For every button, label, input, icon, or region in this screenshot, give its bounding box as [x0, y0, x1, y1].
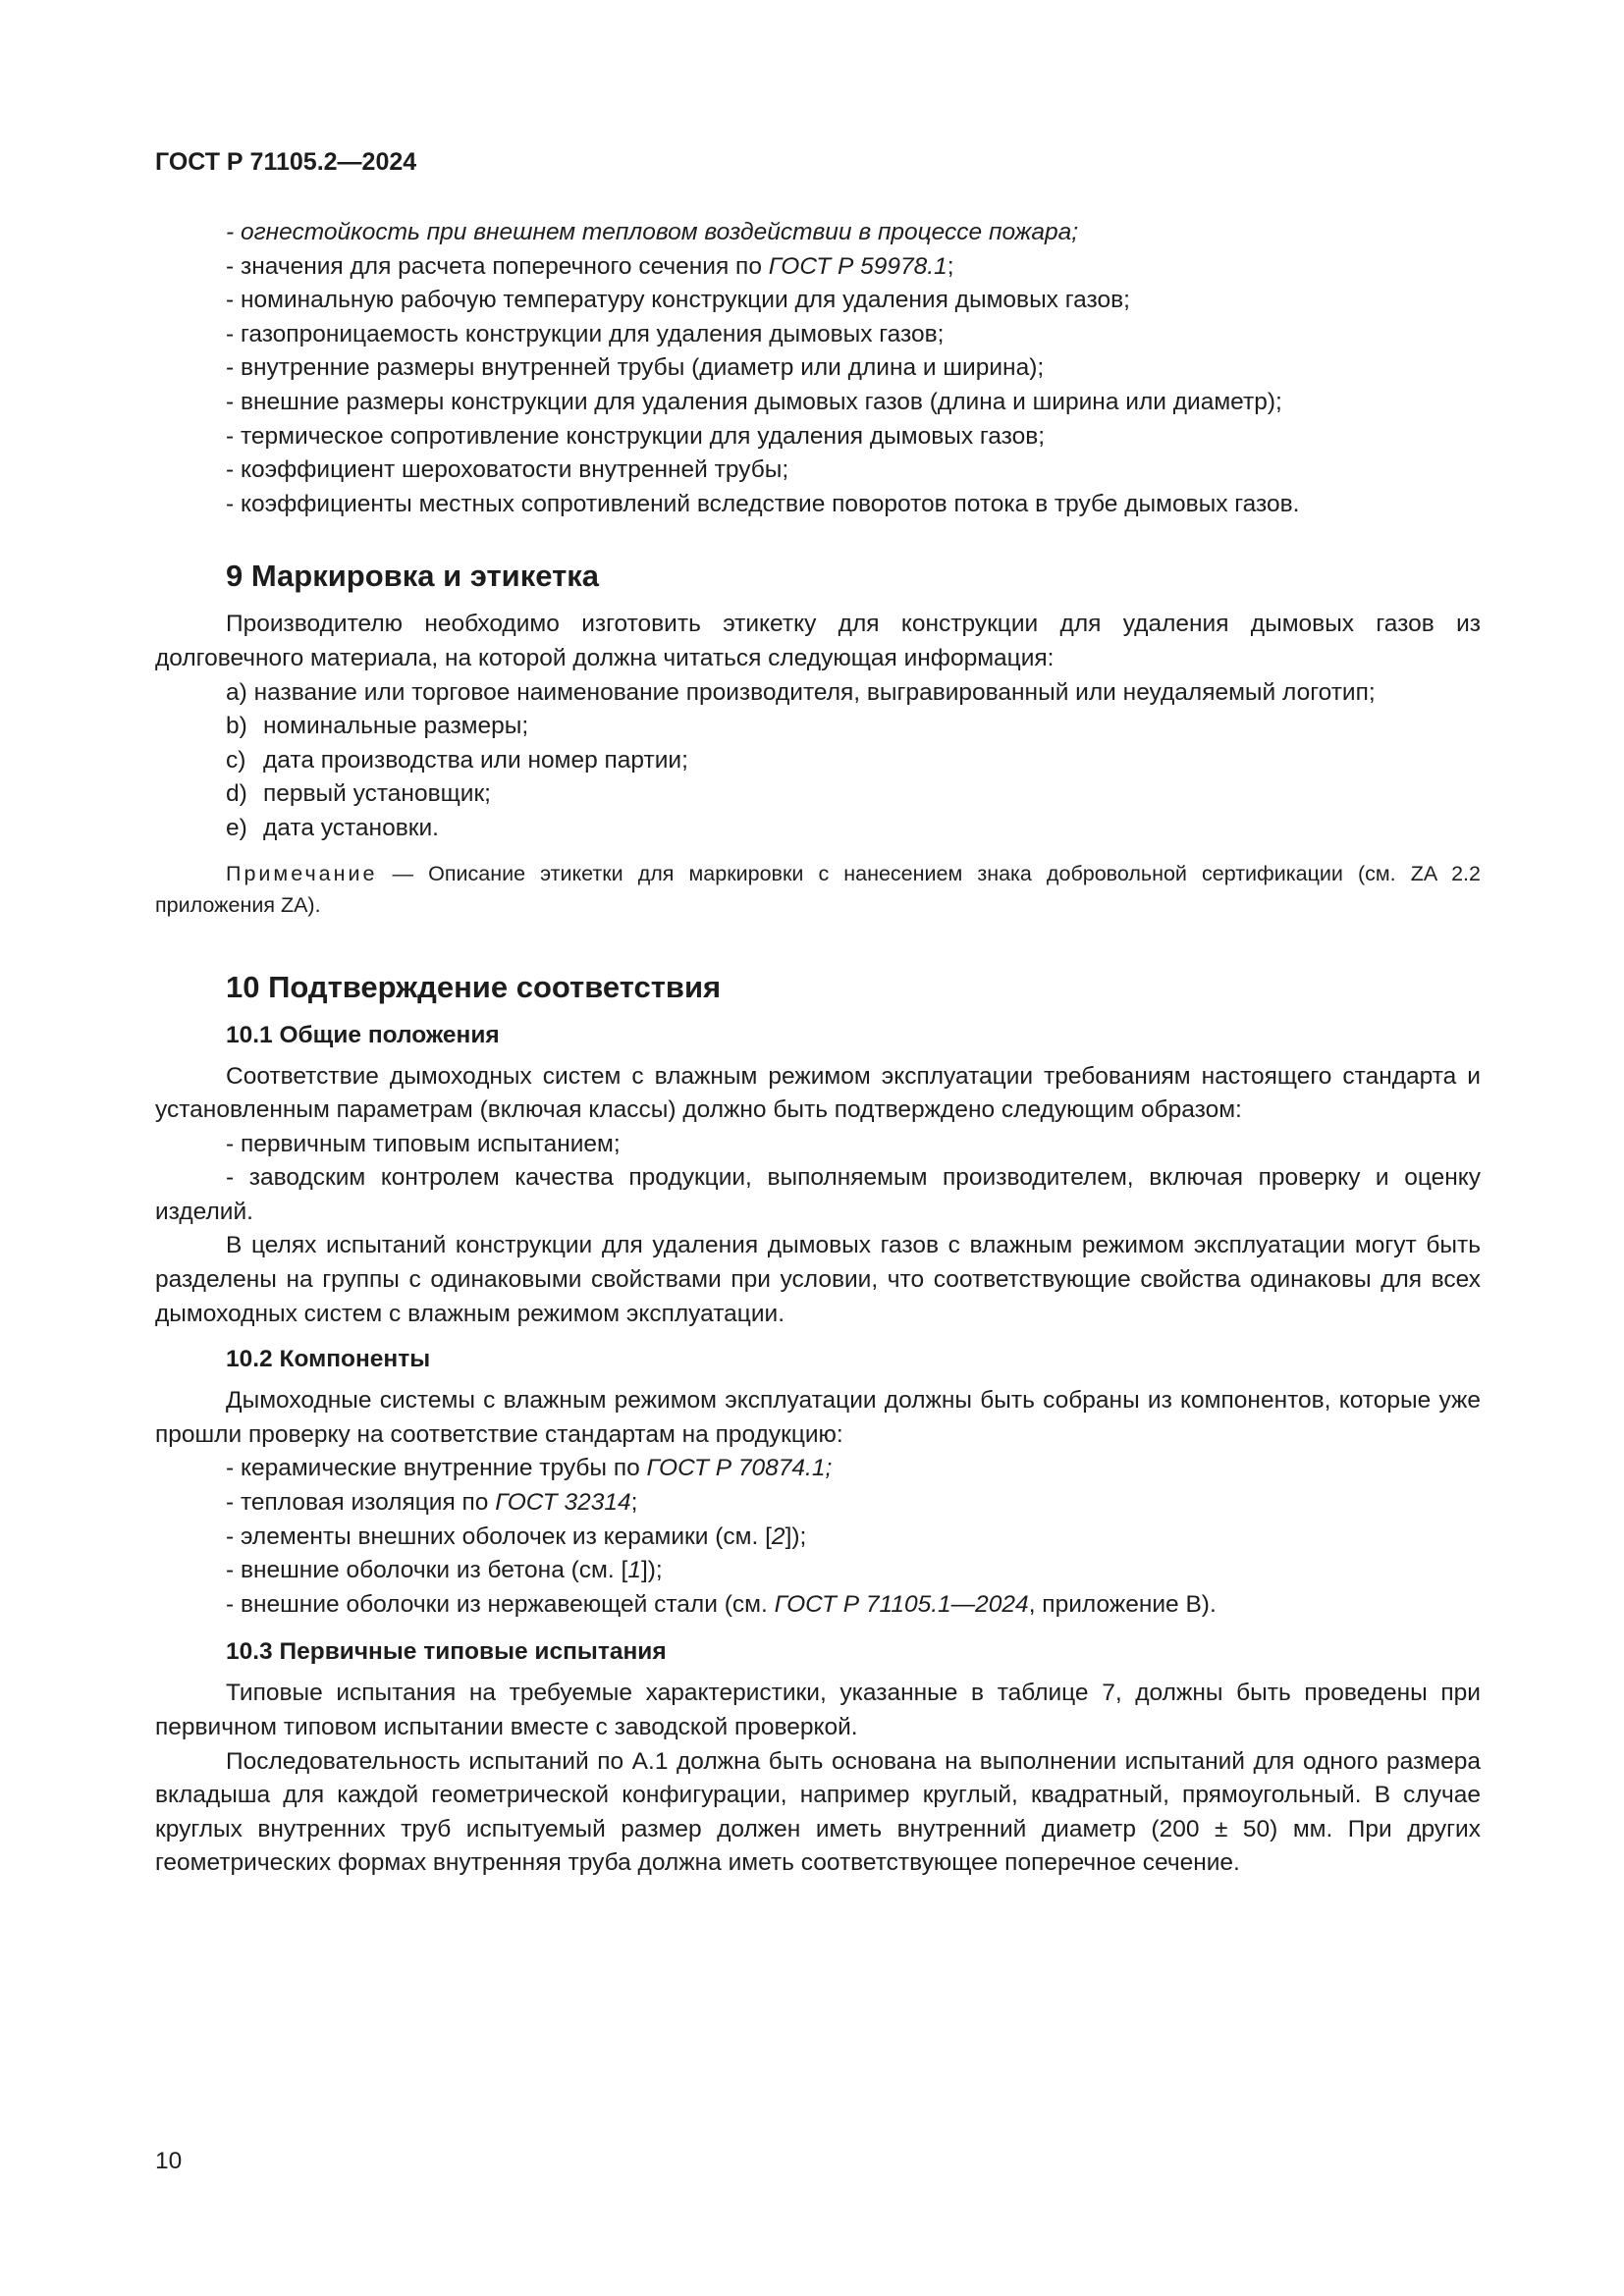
section-10-heading: 10 Подтверждение соответствия: [226, 969, 722, 1004]
list-item: [155, 710, 1481, 744]
page-number: 10: [155, 2148, 183, 2174]
section-9-heading: 9 Маркировка и этикетка: [226, 559, 600, 594]
item-label: d): [226, 780, 247, 808]
list-item: - внешние размеры конструкции для удаления дымовых газов (длина и ширина или диаметр);: [226, 388, 1282, 415]
standard-reference: ГОСТ Р 70874.1;: [646, 1455, 833, 1482]
subsection-10-3-heading: 10.3 Первичные типовые испытания: [226, 1638, 667, 1666]
paragraph: Дымоходные системы с влажным режимом эксплуатации должны быть собраны из компонентов, которые уже прошли проверку на соответствие стандартам на продукцию:: [155, 1387, 1481, 1448]
item-label: c): [226, 746, 246, 774]
list-item: [155, 1521, 1481, 1555]
section-9-note: [155, 858, 1481, 921]
list-item: [155, 812, 1481, 846]
list-item: [155, 1452, 1481, 1486]
paragraph: Последовательность испытаний по А.1 должна быть основана на выполнении испытаний для одного размера вкладыша для каждой геометрической конфигурации, например круглый, квадратный, прямоугольный. В случае круглых внутренних труб испытуемый размер должен иметь внутренний диаметр (200 ± 50) мм. При других геометрических формах внутренняя труба должна иметь соответствующее поперечное сечение.: [155, 1747, 1481, 1877]
list-item-text: - элементы внешних оболочек из керамики (см. [: [226, 1522, 772, 1550]
list-item-text: - тепловая изоляция по: [226, 1489, 496, 1517]
paragraph: Типовые испытания на требуемые характеристики, указанные в таблице 7, должны быть проведены при первичном типовом испытании вместе с заводской проверкой.: [155, 1680, 1481, 1740]
item-label: e): [226, 814, 247, 841]
list-item: [155, 676, 1481, 711]
paragraph: В целях испытаний конструкции для удаления дымовых газов с влажным режимом эксплуатации могут быть разделены на группы с одинаковыми свойствами при условии, что соответствующие свойства одинаковы для всех дымоходных систем с влажным режимом эксплуатации.: [155, 1232, 1481, 1327]
bibliography-reference: 2: [771, 1522, 785, 1550]
item-text: первый установщик;: [263, 780, 491, 808]
list-item: [155, 1588, 1481, 1623]
subsection-10-1-heading: 10.1 Общие положения: [226, 1021, 500, 1048]
document-header: ГОСТ Р 71105.2—2024: [155, 148, 417, 176]
list-item-text: - внешние оболочки из бетона (см. [: [226, 1557, 628, 1584]
list-item: - газопроницаемость конструкции для удаления дымовых газов;: [226, 320, 945, 347]
list-item-text: ]);: [785, 1522, 807, 1550]
list-item: [155, 250, 1481, 285]
note-text: — Описание этикетки для маркировки с нанесением знака добровольной сертификации (см. ZA 2.2 приложения ZA).: [155, 861, 1481, 917]
item-text: номинальные размеры;: [263, 713, 529, 740]
list-item: - коэффициенты местных сопротивлений вследствие поворотов потока в трубе дымовых газов.: [226, 490, 1300, 517]
list-item: [155, 1554, 1481, 1588]
note-label: Примечание: [226, 861, 378, 885]
item-text: название или торговое наименование производителя, выгравированный или неудаляемый логотип;: [253, 678, 1376, 706]
item-label: b): [226, 713, 247, 740]
item-text: дата установки.: [263, 814, 439, 841]
list-item-text: ]);: [640, 1557, 663, 1584]
section-9-intro: Производителю необходимо изготовить этикетку для конструкции для удаления дымовых газов из долговечного материала, на которой должна читаться следующая информация:: [155, 611, 1481, 671]
list-item-text: - огнестойкость при внешнем тепловом воздействии в процессе пожара;: [226, 219, 1079, 245]
list-item-text: ;: [947, 252, 954, 280]
item-label: a): [226, 678, 247, 706]
subsection-10-2-heading: 10.2 Компоненты: [226, 1346, 431, 1373]
list-item: [155, 744, 1481, 778]
list-item: [155, 1486, 1481, 1521]
document-page: [155, 147, 1481, 1881]
list-item-text: , приложение В).: [1028, 1590, 1217, 1618]
list-item: - первичным типовым испытанием;: [226, 1130, 621, 1157]
list-item: [155, 777, 1481, 812]
list-item: [155, 216, 1481, 250]
paragraph: Соответствие дымоходных систем с влажным режимом эксплуатации требованиям настоящего стандарта и установленным параметрам (включая классы) должно быть подтверждено следующим образом:: [155, 1062, 1481, 1124]
properties-list: [155, 216, 1481, 521]
list-item: - номинальную рабочую температуру конструкции для удаления дымовых газов;: [226, 287, 1130, 314]
list-item: - коэффициент шероховатости внутренней трубы;: [226, 456, 789, 484]
standard-reference: ГОСТ 32314: [495, 1489, 631, 1517]
list-item: - термическое сопротивление конструкции для удаления дымовых газов;: [226, 422, 1046, 450]
bibliography-reference: 1: [627, 1557, 641, 1584]
list-item: - внутренние размеры внутренней трубы (диаметр или длина и ширина);: [226, 354, 1045, 382]
list-item-text: - внешние оболочки из нержавеющей стали (см.: [226, 1590, 775, 1618]
list-item-text: - значения для расчета поперечного сечения по: [226, 252, 769, 280]
item-text: дата производства или номер партии;: [263, 746, 688, 774]
list-item-text: ;: [630, 1489, 638, 1517]
list-item: - заводским контролем качества продукции, выполняемым производителем, включая проверку и оценку изделий.: [155, 1164, 1481, 1225]
standard-reference: ГОСТ Р 71105.1—2024: [774, 1590, 1029, 1618]
standard-reference: ГОСТ Р 59978.1: [768, 252, 947, 280]
list-item-text: - керамические внутренние трубы по: [226, 1455, 647, 1482]
